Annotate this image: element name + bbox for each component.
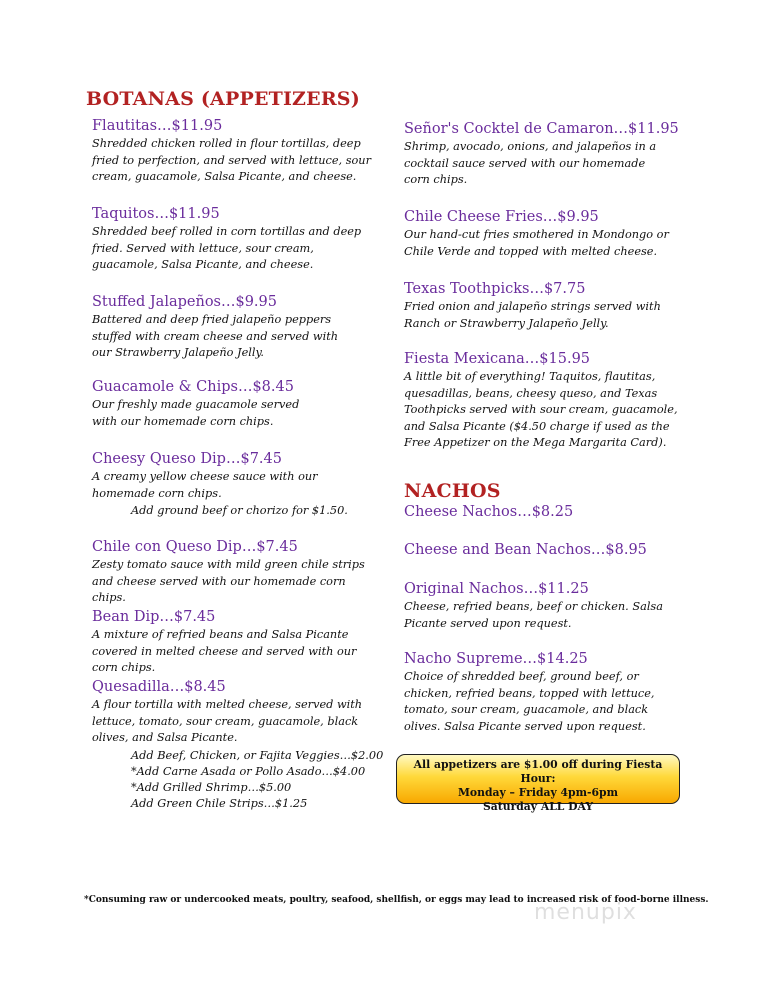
item-description: Our freshly made guacamole served with our homemade corn chips. — [92, 398, 300, 428]
addon-grilled-shrimp: *Add Grilled Shrimp…$5.00 — [131, 781, 292, 794]
addon-carne-asada: *Add Carne Asada or Pollo Asado…$4.00 — [131, 765, 366, 778]
item-title: Taquitos…$11.95 — [92, 206, 220, 222]
item-title: Stuffed Jalapeños…$9.95 — [92, 294, 277, 310]
menu-item-cheese-bean-nachos — [404, 541, 674, 560]
menu-item-fiesta-mexicana — [404, 350, 684, 452]
menu-item-nacho-supreme — [404, 650, 686, 735]
item-title: Nacho Supreme…$14.25 — [404, 651, 588, 667]
item-title: Flautitas…$11.95 — [92, 118, 223, 134]
menu-item-bean-dip — [92, 608, 382, 677]
menu-item-quesadilla — [92, 678, 367, 747]
item-title: Quesadilla…$8.45 — [92, 679, 226, 695]
item-description: Choice of shredded beef, ground beef, or chicken, refried beans, topped with lettuce, tomato, sour cream, guacamole, and black olives. Salsa Picante served upon request. — [404, 670, 655, 733]
menu-item-stuffed-jalapenos — [92, 293, 357, 362]
menu-item-cocktel-de-camaron — [404, 120, 679, 189]
item-title: Cheese Nachos…$8.25 — [404, 504, 574, 520]
item-description: Fried onion and jalapeño strings served with Ranch or Strawberry Jalapeño Jelly. — [404, 300, 661, 330]
item-title: Texas Toothpicks…$7.75 — [404, 281, 586, 297]
item-description: A little bit of everything! Taquitos, flautitas, quesadillas, beans, cheesy queso, and Texas Toothpicks served with sour cream, guacamole, and Salsa Picante ($4.50 charge if used as the Free Appetizer on the Mega Margarita Card). — [404, 370, 678, 449]
menu-item-cheesy-queso-dip — [92, 450, 377, 502]
item-title: Cheesy Queso Dip…$7.45 — [92, 451, 282, 467]
addon-ground-beef: Add ground beef or chorizo for $1.50. — [131, 504, 348, 517]
addon-green-chile-strips: Add Green Chile Strips…$1.25 — [131, 797, 308, 810]
menupix-watermark: menupix — [534, 900, 637, 925]
appetizers-heading: BOTANAS (APPETIZERS) — [86, 88, 360, 110]
menu-item-taquitos — [92, 205, 377, 274]
item-description: Battered and deep fried jalapeño peppers stuffed with cream cheese and served with our Strawberry Jalapeño Jelly. — [92, 313, 339, 359]
item-description: A flour tortilla with melted cheese, served with lettuce, tomato, sour cream, guacamole, black olives, and Salsa Picante. — [92, 698, 363, 744]
item-description: Cheese, refried beans, beef or chicken. Salsa Picante served upon request. — [404, 600, 663, 630]
nachos-heading: NACHOS — [404, 480, 501, 502]
fiesta-hour-line1: All appetizers are $1.00 off during Fiesta Hour: — [413, 758, 663, 785]
fiesta-hour-line2: Monday – Friday 4pm-6pm — [457, 786, 619, 799]
menu-item-guacamole-chips — [92, 378, 307, 430]
item-title: Chile Cheese Fries…$9.95 — [404, 209, 599, 225]
menu-item-flautitas — [92, 117, 377, 186]
food-safety-disclaimer: *Consuming raw or undercooked meats, poultry, seafood, shellfish, or eggs may lead to increased risk of food-borne illness. — [84, 895, 709, 905]
menu-item-chile-cheese-fries — [404, 208, 674, 260]
item-title: Original Nachos…$11.25 — [404, 581, 589, 597]
item-title: Señor's Cocktel de Camaron…$11.95 — [404, 121, 679, 137]
menu-item-texas-toothpicks — [404, 280, 674, 332]
item-description: Zesty tomato sauce with mild green chile strips and cheese served with our homemade corn chips. — [92, 558, 365, 604]
menu-item-original-nachos — [404, 580, 674, 632]
item-title: Fiesta Mexicana…$15.95 — [404, 351, 591, 367]
item-description: Our hand-cut fries smothered in Mondongo or Chile Verde and topped with melted cheese. — [404, 228, 669, 258]
item-description: A creamy yellow cheese sauce with our homemade corn chips. — [92, 470, 318, 500]
item-description: Shrimp, avocado, onions, and jalapeños in a cocktail sauce served with our homemade corn chips. — [404, 140, 657, 186]
fiesta-hour-box — [396, 754, 680, 813]
item-description: A mixture of refried beans and Salsa Picante covered in melted cheese and served with our corn chips. — [92, 628, 357, 674]
item-description: Shredded beef rolled in corn tortillas and deep fried. Served with lettuce, sour cream, guacamole, Salsa Picante, and cheese. — [92, 225, 362, 271]
item-title: Bean Dip…$7.45 — [92, 609, 216, 625]
menu-item-cheese-nachos — [404, 503, 674, 522]
item-title: Guacamole & Chips…$8.45 — [92, 379, 294, 395]
menu-item-chile-con-queso-dip — [92, 538, 382, 607]
item-title: Cheese and Bean Nachos…$8.95 — [404, 542, 647, 558]
fiesta-hour-line3: Saturday ALL DAY — [482, 800, 594, 813]
item-title: Chile con Queso Dip…$7.45 — [92, 539, 298, 555]
item-description: Shredded chicken rolled in flour tortillas, deep fried to perfection, and served with lettuce, sour cream, guacamole, Salsa Picante, and cheese. — [92, 137, 371, 183]
addon-beef-chicken-veggies: Add Beef, Chicken, or Fajita Veggies…$2.00 — [131, 749, 384, 762]
